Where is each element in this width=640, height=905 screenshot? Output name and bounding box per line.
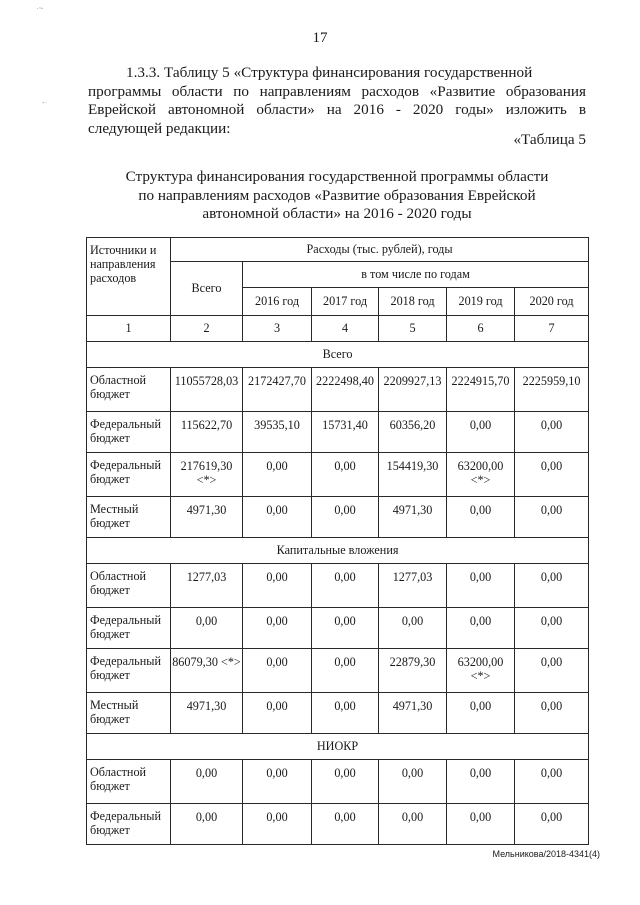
cell-value: 0,00 [312, 608, 379, 649]
page-number: 17 [312, 30, 328, 46]
cell-value: 0,00 [447, 760, 515, 804]
cell-value: 0,00 [243, 760, 312, 804]
cell-value: 0,00 [379, 760, 447, 804]
title-line-2: по направлениям расходов «Развитие образования Еврейской [138, 186, 536, 204]
cell-value: 2224915,70 [447, 368, 515, 412]
cell-value: 0,00 [515, 497, 589, 538]
cell-value: 0,00 [515, 693, 589, 734]
table-row [87, 453, 589, 497]
cell-value: 0,00 [447, 497, 515, 538]
cell-value: 2172427,70 [243, 368, 312, 412]
table-row [87, 760, 589, 804]
cell-value: 0,00 [312, 693, 379, 734]
section-title: Капитальные вложения [87, 538, 589, 564]
cell-value: 2209927,13 [379, 368, 447, 412]
cell-value: 11055728,03 [171, 368, 243, 412]
cell-value: 0,00 [312, 760, 379, 804]
cell-value: 2222498,40 [312, 368, 379, 412]
column-index: 5 [379, 316, 447, 342]
column-index: 1 [87, 316, 171, 342]
row-label: Областной бюджет [87, 564, 171, 608]
cell-value: 0,00 [447, 693, 515, 734]
cell-value: 0,00 [171, 608, 243, 649]
intro-rest: программы области по направлениям расходов «Развитие образования Еврейской автономной области» на 2016 - 2020 годы» изложить в следующей редакции: [88, 82, 586, 137]
cell-value: 115622,70 [171, 412, 243, 453]
intro-paragraph [88, 64, 586, 138]
column-index: 6 [447, 316, 515, 342]
document-footer: Мельникова/2018-4341(4) [492, 849, 600, 859]
cell-value: 0,00 [515, 804, 589, 845]
cell-value: 1277,03 [379, 564, 447, 608]
table-row [87, 412, 589, 453]
header-year: 2016 год [243, 288, 312, 316]
cell-value: 0,00 [515, 608, 589, 649]
row-label: Федеральный бюджет [87, 608, 171, 649]
table-row [87, 497, 589, 538]
cell-value: 0,00 [243, 693, 312, 734]
column-index: 3 [243, 316, 312, 342]
section-title: НИОКР [87, 734, 589, 760]
header-year: 2018 год [379, 288, 447, 316]
financing-table [86, 237, 589, 845]
cell-value: 0,00 [515, 453, 589, 497]
header-year: 2017 год [312, 288, 379, 316]
cell-value: 4971,30 [171, 497, 243, 538]
cell-value: 0,00 [515, 649, 589, 693]
cell-value: 0,00 [515, 412, 589, 453]
cell-value: 0,00 [312, 804, 379, 845]
row-label: Местный бюджет [87, 693, 171, 734]
header-total: Всего [171, 262, 243, 316]
section-row [87, 734, 589, 760]
scan-speck: -· [42, 98, 48, 107]
title-line-1: Структура финансирования государственной программы области [125, 168, 549, 185]
table-row [87, 608, 589, 649]
cell-value: 4971,30 [379, 497, 447, 538]
cell-value: 0,00 [171, 760, 243, 804]
cell-value: 0,00 [312, 453, 379, 497]
header-source: Источники и направления расходов [87, 238, 171, 316]
cell-value: 0,00 [379, 804, 447, 845]
cell-value: 0,00 [447, 608, 515, 649]
cell-value: 154419,30 [379, 453, 447, 497]
section-row [87, 538, 589, 564]
cell-value: 60356,20 [379, 412, 447, 453]
cell-value: 0,00 [243, 608, 312, 649]
row-label: Федеральный бюджет [87, 412, 171, 453]
row-label: Областной бюджет [87, 760, 171, 804]
cell-value: 0,00 [447, 564, 515, 608]
table-row [87, 693, 589, 734]
cell-value: 0,00 [447, 412, 515, 453]
cell-value: 1277,03 [171, 564, 243, 608]
cell-value: 0,00 [243, 497, 312, 538]
cell-value: 0,00 [243, 804, 312, 845]
row-label: Федеральный бюджет [87, 804, 171, 845]
cell-value: 0,00 [379, 608, 447, 649]
cell-value: 63200,00 <*> [447, 453, 515, 497]
cell-value: 0,00 [447, 804, 515, 845]
title-line-3: автономной области» на 2016 - 2020 годы [202, 205, 472, 222]
cell-value: 63200,00 <*> [447, 649, 515, 693]
section-row [87, 342, 589, 368]
header-year: 2019 год [447, 288, 515, 316]
cell-value: 15731,40 [312, 412, 379, 453]
table-row [87, 649, 589, 693]
column-index: 2 [171, 316, 243, 342]
header-year: 2020 год [515, 288, 589, 316]
cell-value: 2225959,10 [515, 368, 589, 412]
scan-speck: ·~ [36, 4, 44, 13]
cell-value: 217619,30 <*> [171, 453, 243, 497]
cell-value: 0,00 [515, 564, 589, 608]
cell-value: 22879,30 [379, 649, 447, 693]
cell-value: 0,00 [171, 804, 243, 845]
section-title: Всего [87, 342, 589, 368]
cell-value: 4971,30 [171, 693, 243, 734]
table-row [87, 368, 589, 412]
cell-value: 0,00 [312, 649, 379, 693]
table-row [87, 804, 589, 845]
table-row [87, 564, 589, 608]
header-by-year: в том числе по годам [243, 262, 589, 288]
cell-value: 0,00 [312, 497, 379, 538]
cell-value: 4971,30 [379, 693, 447, 734]
row-label: Местный бюджет [87, 497, 171, 538]
table-title [88, 168, 586, 224]
cell-value: 0,00 [243, 564, 312, 608]
row-label: Областной бюджет [87, 368, 171, 412]
table-reference: «Таблица 5 [513, 131, 586, 148]
cell-value: 39535,10 [243, 412, 312, 453]
cell-value: 0,00 [515, 760, 589, 804]
column-index: 4 [312, 316, 379, 342]
row-label: Федеральный бюджет [87, 453, 171, 497]
cell-value: 86079,30 <*> [171, 649, 243, 693]
header-expenses: Расходы (тыс. рублей), годы [171, 238, 589, 262]
cell-value: 0,00 [243, 453, 312, 497]
row-label: Федеральный бюджет [87, 649, 171, 693]
intro-line-1: 1.3.3. Таблицу 5 «Структура финансирования государственной [126, 64, 533, 81]
cell-value: 0,00 [312, 564, 379, 608]
column-index: 7 [515, 316, 589, 342]
cell-value: 0,00 [243, 649, 312, 693]
